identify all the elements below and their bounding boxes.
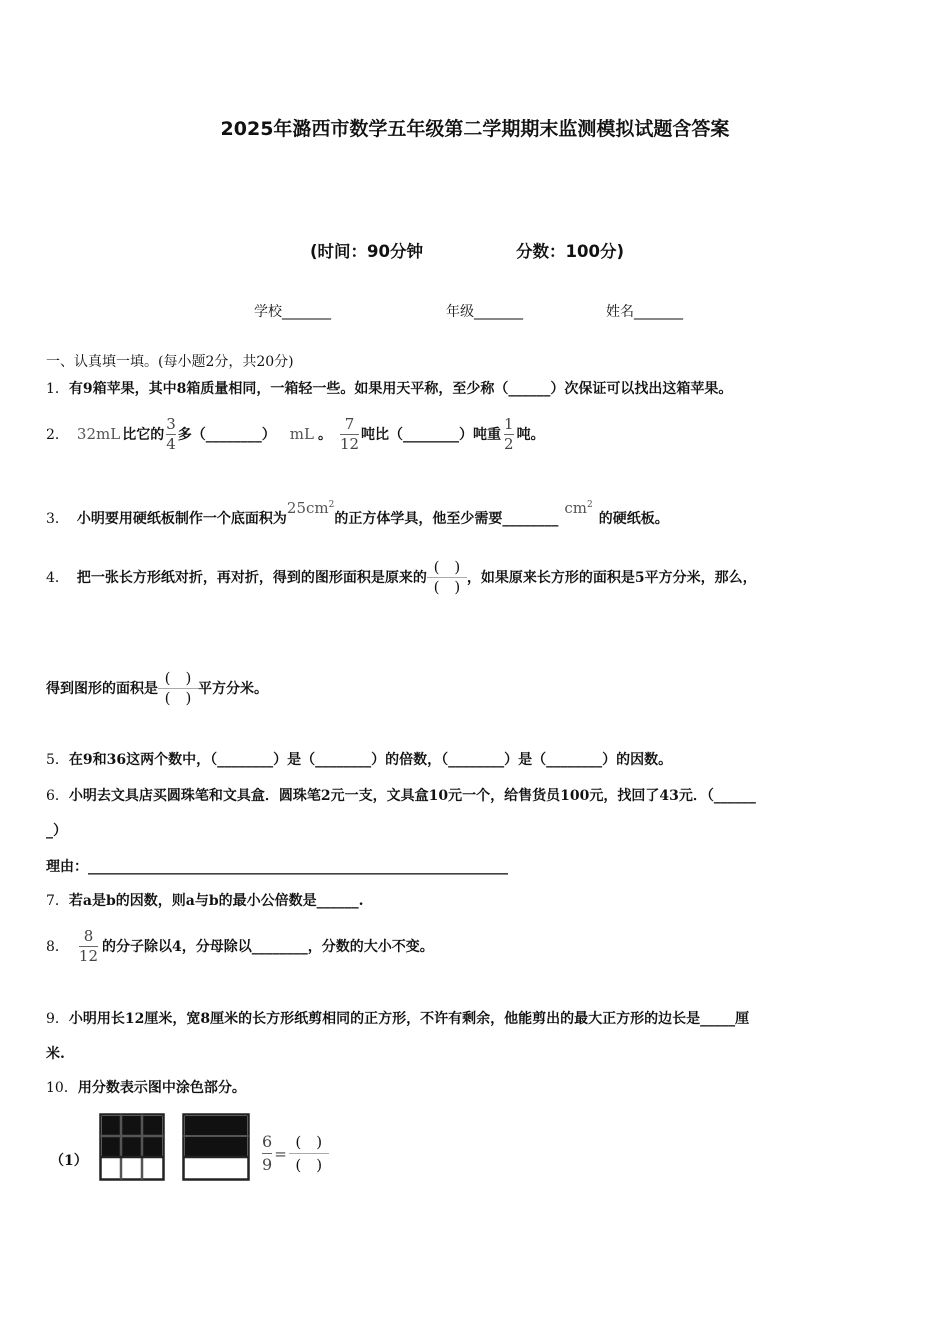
- fraction-eight-twelfths: [79, 928, 98, 965]
- denominator: 2: [504, 434, 514, 453]
- text-segment: ，如果原来长方形的面积是5平方分米，那么，: [466, 570, 757, 586]
- question-number: 6．: [46, 788, 69, 804]
- text-segment: 得到图形的面积是: [46, 681, 158, 697]
- question-2: [46, 410, 545, 458]
- question-number: 1．: [46, 381, 69, 397]
- numerator: 8: [83, 926, 94, 945]
- question-text: 小明去文具店买圆珠笔和文具盒．圆珠笔2元一支，文具盒10元一个，给售货员100元，找回了43元．（______: [68, 788, 756, 804]
- exam-score: 分数：100分): [516, 242, 624, 261]
- reason-line: 理由：____________________________________________________________: [46, 859, 508, 875]
- answer-fraction-blank[interactable]: [158, 670, 198, 707]
- text-segment: 的硬纸板。: [598, 511, 669, 527]
- text-segment: 吨。: [516, 427, 545, 443]
- text-segment: 吨比（________）吨重: [361, 427, 502, 443]
- school-field: 学校_______: [254, 304, 331, 320]
- unit-text: cm: [564, 499, 587, 517]
- denominator: 12: [339, 434, 360, 453]
- part-label: （1）: [50, 1153, 88, 1169]
- question-text: 在9和36这两个数中，（________）是（________）的倍数，（________）是（________）的因数。: [68, 752, 673, 768]
- grade-field: 年级_______: [446, 304, 523, 320]
- fraction-equation: [262, 1132, 329, 1175]
- fraction-six-ninths: [262, 1132, 272, 1175]
- text-segment: 小明要用硬纸板制作一个底面积为: [76, 511, 287, 527]
- amount-value: 32mL: [76, 425, 121, 443]
- equals-sign: =: [274, 1144, 287, 1163]
- answer-fraction-blank[interactable]: [427, 559, 467, 596]
- numerator-blank: ( ): [164, 668, 192, 687]
- question-10: [46, 1077, 246, 1097]
- text-segment: 的正方体学具，他至少需要________: [334, 511, 559, 527]
- numerator: 3: [166, 414, 176, 433]
- text-segment: 比它的: [122, 427, 165, 443]
- strip-figure-3: [182, 1113, 250, 1181]
- question-number: 7．: [46, 893, 69, 909]
- question-number: 4．: [46, 570, 69, 586]
- numerator-blank: ( ): [295, 1133, 323, 1151]
- question-text: 有9箱苹果，其中8箱质量相同，一箱轻一些。如果用天平称，至少称（______）次保证可以找出这箱苹果。: [68, 381, 733, 397]
- numerator: 7: [344, 414, 355, 433]
- numerator: 6: [262, 1132, 273, 1151]
- question-8: [46, 921, 434, 971]
- name-field: 姓名_______: [606, 304, 683, 320]
- page-title: 2025年潞西市数学五年级第二学期期末监测模拟试题含答案: [220, 118, 730, 140]
- fraction-one-half: [504, 416, 514, 453]
- denominator: 9: [262, 1155, 273, 1174]
- exam-time: (时间：90分钟: [310, 242, 424, 261]
- question-9-continued: 米.: [46, 1046, 65, 1062]
- superscript: 2: [328, 500, 335, 510]
- answer-fraction-blank[interactable]: [289, 1132, 329, 1175]
- question-number: 10．: [46, 1080, 78, 1096]
- question-6-continued: _）: [46, 823, 67, 839]
- question-5: [46, 749, 672, 769]
- question-number: 9．: [46, 1011, 69, 1027]
- question-1: [46, 378, 732, 398]
- denominator: 12: [78, 946, 99, 965]
- text-segment: 把一张长方形纸对折，再对折，得到的图形面积是原来的: [76, 570, 427, 586]
- question-4-continued: [46, 663, 268, 713]
- text-segment: 。: [317, 427, 332, 443]
- question-6: [46, 785, 756, 805]
- denominator: 4: [166, 434, 176, 453]
- denominator-blank: ( ): [164, 688, 192, 707]
- question-number: 3．: [46, 511, 69, 527]
- question-9: [46, 1008, 749, 1028]
- numerator: 1: [504, 414, 514, 433]
- question-3: [46, 499, 669, 528]
- numerator-blank: ( ): [433, 557, 461, 576]
- unit-cm2: [564, 499, 592, 517]
- denominator-blank: ( ): [295, 1156, 323, 1174]
- text-segment: 平方分米。: [198, 681, 268, 697]
- area-number: 25cm: [286, 499, 329, 517]
- question-text: 若a是b的因数，则a与b的最小公倍数是______.: [68, 893, 364, 909]
- area-value: [287, 499, 334, 517]
- question-4: [46, 552, 757, 602]
- question-text: 的分子除以4，分母除以________，分数的大小不变。: [102, 939, 434, 955]
- text-segment: 多（________）: [177, 427, 276, 443]
- question-number: 2．: [46, 427, 69, 443]
- section-heading: 一、认真填一填。(每小题2分，共20分): [46, 354, 294, 370]
- question-text: 小明用长12厘米，宽8厘米的长方形纸剪相同的正方形，不许有剩余，他能剪出的最大正方形的边长是_____厘: [68, 1011, 750, 1027]
- grid-figure-3x3: [99, 1113, 165, 1181]
- question-7: [46, 890, 364, 910]
- denominator-blank: ( ): [433, 577, 461, 596]
- superscript: 2: [587, 500, 593, 510]
- fraction-three-quarters: [166, 416, 176, 453]
- question-number: 5．: [46, 752, 69, 768]
- unit-ml: mL: [289, 425, 314, 443]
- question-text: 用分数表示图中涂色部分。: [77, 1080, 246, 1096]
- fraction-seven-twelfths: [340, 416, 359, 453]
- question-number: 8．: [46, 939, 69, 955]
